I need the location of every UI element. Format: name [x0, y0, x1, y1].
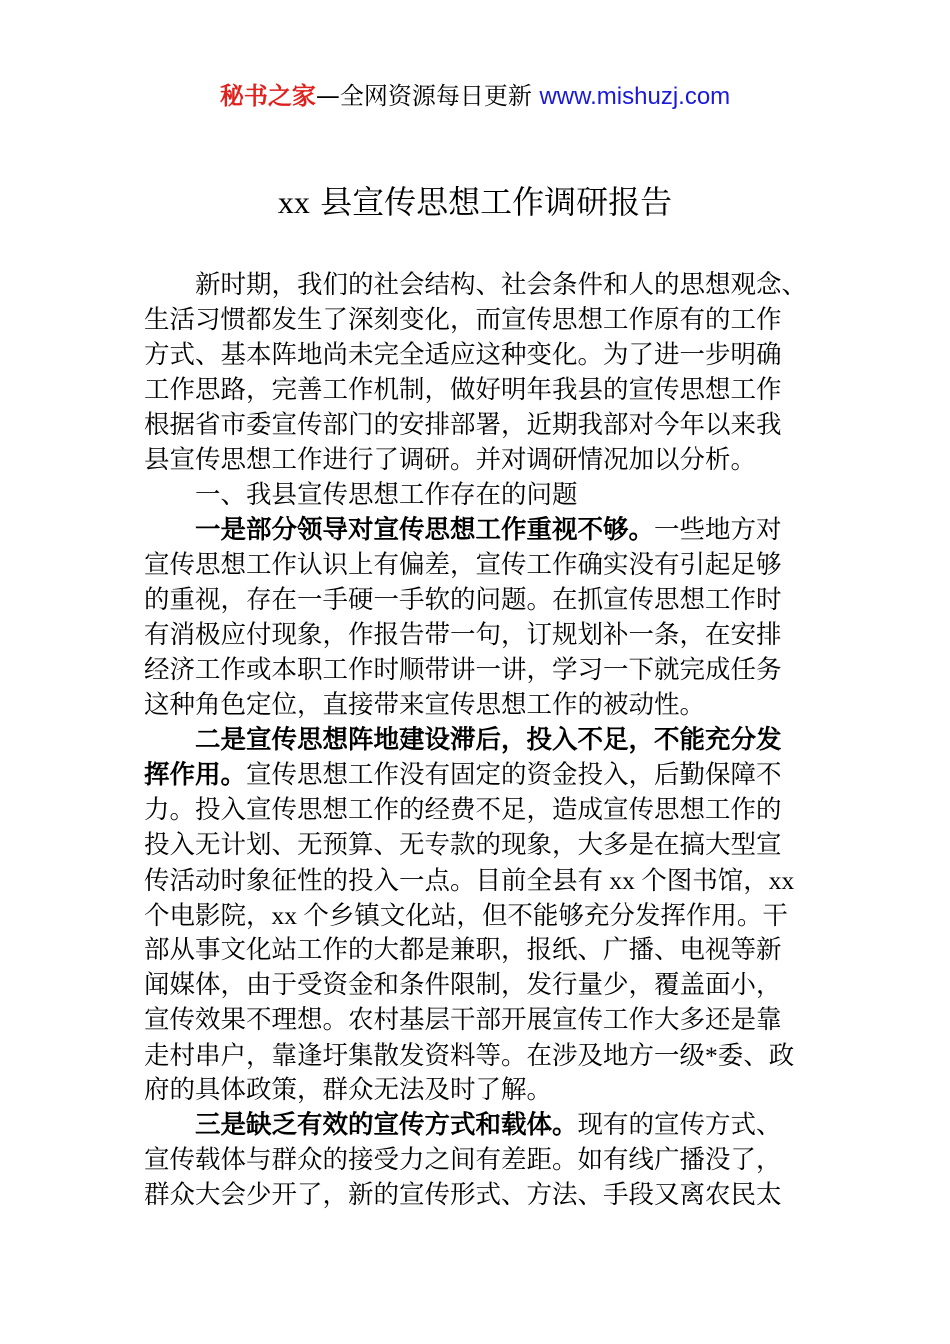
document-title — [0, 180, 950, 224]
body-line — [144, 618, 809, 653]
line-text: 个乡镇文化站，但不能够充分发挥作用。干 — [303, 901, 788, 931]
line-text: 投入无计划、无预算、无专款的现象，大多是在搞大型宣 — [144, 830, 782, 860]
body-line — [144, 548, 809, 583]
body-line — [144, 583, 809, 618]
body-line — [144, 933, 809, 968]
line-text: xx — [271, 901, 304, 930]
line-text: 宣传思想工作没有固定的资金投入，后勤保障不 — [246, 760, 782, 790]
body-line — [144, 443, 809, 478]
title-text: 县宣传思想工作调研报告 — [309, 183, 673, 221]
line-text: 经济工作或本职工作时顺带讲一讲，学习一下就完成任务 — [144, 655, 782, 685]
line-text: 现有的宣传方式、 — [577, 1110, 782, 1140]
point-heading: 一是部分领导对宣传思想工作重视不够。 — [195, 515, 655, 545]
line-text: 工作思路，完善工作机制，做好明年我县的宣传思想工作 — [144, 375, 782, 405]
line-text: 的重视，存在一手硬一手软的问题。在抓宣传思想工作时 — [144, 585, 782, 615]
header-tagline: —全网资源每日更新 — [315, 82, 540, 110]
line-text: 宣传效果不理想。农村基层干部开展宣传工作大多还是靠 — [144, 1005, 782, 1035]
line-text: 县宣传思想工作进行了调研。并对调研情况加以分析。 — [144, 445, 757, 475]
document-body — [144, 268, 809, 1213]
body-line — [144, 338, 809, 373]
body-line — [144, 863, 809, 898]
point-heading: 二是宣传思想阵地建设滞后，投入不足，不能充分发 — [195, 725, 782, 755]
line-text: 委、政 — [717, 1041, 795, 1071]
line-text: 个图书馆， — [641, 866, 769, 896]
body-line — [144, 1178, 809, 1213]
body-line — [144, 1108, 809, 1143]
line-text: 个电影院， — [144, 901, 272, 931]
line-text: 一、我县宣传思想工作存在的问题 — [195, 480, 578, 510]
body-line — [144, 1073, 809, 1108]
line-text: 传活动时象征性的投入一点。目前全县有 — [144, 866, 604, 896]
point-heading: 三是缺乏有效的宣传方式和载体。 — [195, 1110, 578, 1140]
line-text: 这种角色定位，直接带来宣传思想工作的被动性。 — [144, 690, 706, 720]
title-prefix: xx — [277, 184, 310, 220]
body-line — [144, 1003, 809, 1038]
section-heading — [144, 478, 809, 513]
body-line — [144, 513, 809, 548]
point-heading: 挥作用。 — [144, 760, 247, 790]
body-line — [144, 688, 809, 723]
line-text: xx — [603, 866, 642, 895]
line-text: 群众大会少开了，新的宣传形式、方法、手段又离农民太 — [144, 1180, 782, 1210]
line-text: 根据省市委宣传部门的安排部署，近期我部对今年以来我 — [144, 410, 782, 440]
site-url-link[interactable]: www.mishuzj.com — [539, 83, 731, 110]
body-line — [144, 898, 809, 933]
body-line — [144, 1038, 809, 1073]
body-line — [144, 758, 809, 793]
line-text: * — [705, 1041, 718, 1070]
site-header — [0, 80, 950, 113]
body-line — [144, 373, 809, 408]
body-line — [144, 793, 809, 828]
line-text: 方式、基本阵地尚未完全适应这种变化。为了进一步明确 — [144, 340, 782, 370]
line-text: 走村串户，靠逢圩集散发资料等。在涉及地方一级 — [144, 1041, 706, 1071]
body-line — [144, 303, 809, 338]
line-text: 新时期，我们的社会结构、社会条件和人的思想观念、 — [195, 270, 808, 300]
line-text: 宣传载体与群众的接受力之间有差距。如有线广播没了， — [144, 1145, 782, 1175]
line-text: 一些地方对 — [654, 515, 782, 545]
line-text: 宣传思想工作认识上有偏差，宣传工作确实没有引起足够 — [144, 550, 782, 580]
line-text: 府的具体政策，群众无法及时了解。 — [144, 1075, 553, 1105]
body-line — [144, 653, 809, 688]
line-text: xx — [768, 866, 795, 895]
body-line — [144, 828, 809, 863]
brand-name: 秘书之家 — [219, 82, 316, 110]
line-text: 生活习惯都发生了深刻变化，而宣传思想工作原有的工作 — [144, 305, 782, 335]
line-text: 部从事文化站工作的大都是兼职，报纸、广播、电视等新 — [144, 935, 782, 965]
line-text: 闻媒体，由于受资金和条件限制，发行量少，覆盖面小， — [144, 970, 782, 1000]
line-text: 力。投入宣传思想工作的经费不足，造成宣传思想工作的 — [144, 795, 782, 825]
body-line — [144, 1143, 809, 1178]
line-text: 有消极应付现象，作报告带一句，订规划补一条，在安排 — [144, 620, 782, 650]
body-line — [144, 968, 809, 1003]
body-line — [144, 408, 809, 443]
body-line — [144, 723, 809, 758]
body-line — [144, 268, 809, 303]
